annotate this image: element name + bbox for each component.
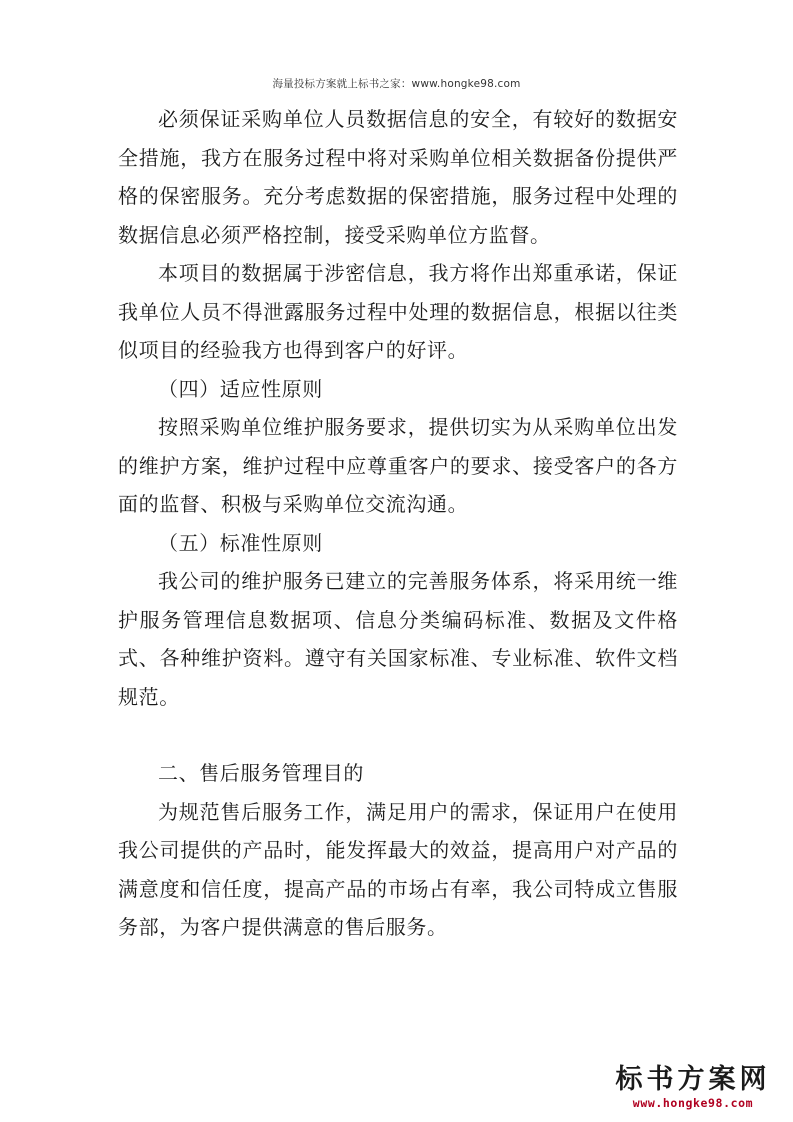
- watermark-logo: [613, 1064, 773, 1110]
- heading-standardization-principle: （五）标准性原则: [158, 530, 323, 555]
- heading-adaptability-principle: （四）适应性原则: [158, 376, 323, 401]
- paragraph-after-sales: 为规范售后服务工作，满足用户的需求，保证用户在使用我公司提供的产品时，能发挥最大的效益，提高用户对产品的满意度和信任度，提高产品的市场占有率，我公司特成立售服务部，为客户提供满意的售后服务。: [118, 799, 678, 939]
- paragraph-adaptability: 按照采购单位维护服务要求，提供切实为从采购单位出发的维护方案，维护过程中应尊重客户的要求、接受客户的各方面的监督、积极与采购单位交流沟通。: [118, 415, 678, 516]
- paragraph-data-security: 必须保证采购单位人员数据信息的安全，有较好的数据安全措施，我方在服务过程中将对采购单位相关数据备份提供严格的保密服务。充分考虑数据的保密措施，服务过程中处理的数据信息必须严格控制，接受采购单位方监督。: [118, 107, 678, 247]
- watermark-url: www.hongke98.com: [632, 1096, 754, 1110]
- watermark-title: 标书方案网: [615, 1064, 771, 1095]
- paragraph-standardization: 我公司的维护服务已建立的完善服务体系，将采用统一维护服务管理信息数据项、信息分类编码标准、数据及文件格式、各种维护资料。遵守有关国家标准、专业标准、软件文档规范。: [118, 569, 678, 709]
- paragraph-confidentiality-commitment: 本项目的数据属于涉密信息，我方将作出郑重承诺，保证我单位人员不得泄露服务过程中处理的数据信息，根据以往类似项目的经验我方也得到客户的好评。: [118, 261, 678, 362]
- page-header: 海量投标方案就上标书之家：www.hongke98.com: [272, 78, 521, 90]
- document-body: [118, 100, 678, 947]
- heading-after-sales-purpose: 二、售后服务管理目的: [158, 761, 364, 785]
